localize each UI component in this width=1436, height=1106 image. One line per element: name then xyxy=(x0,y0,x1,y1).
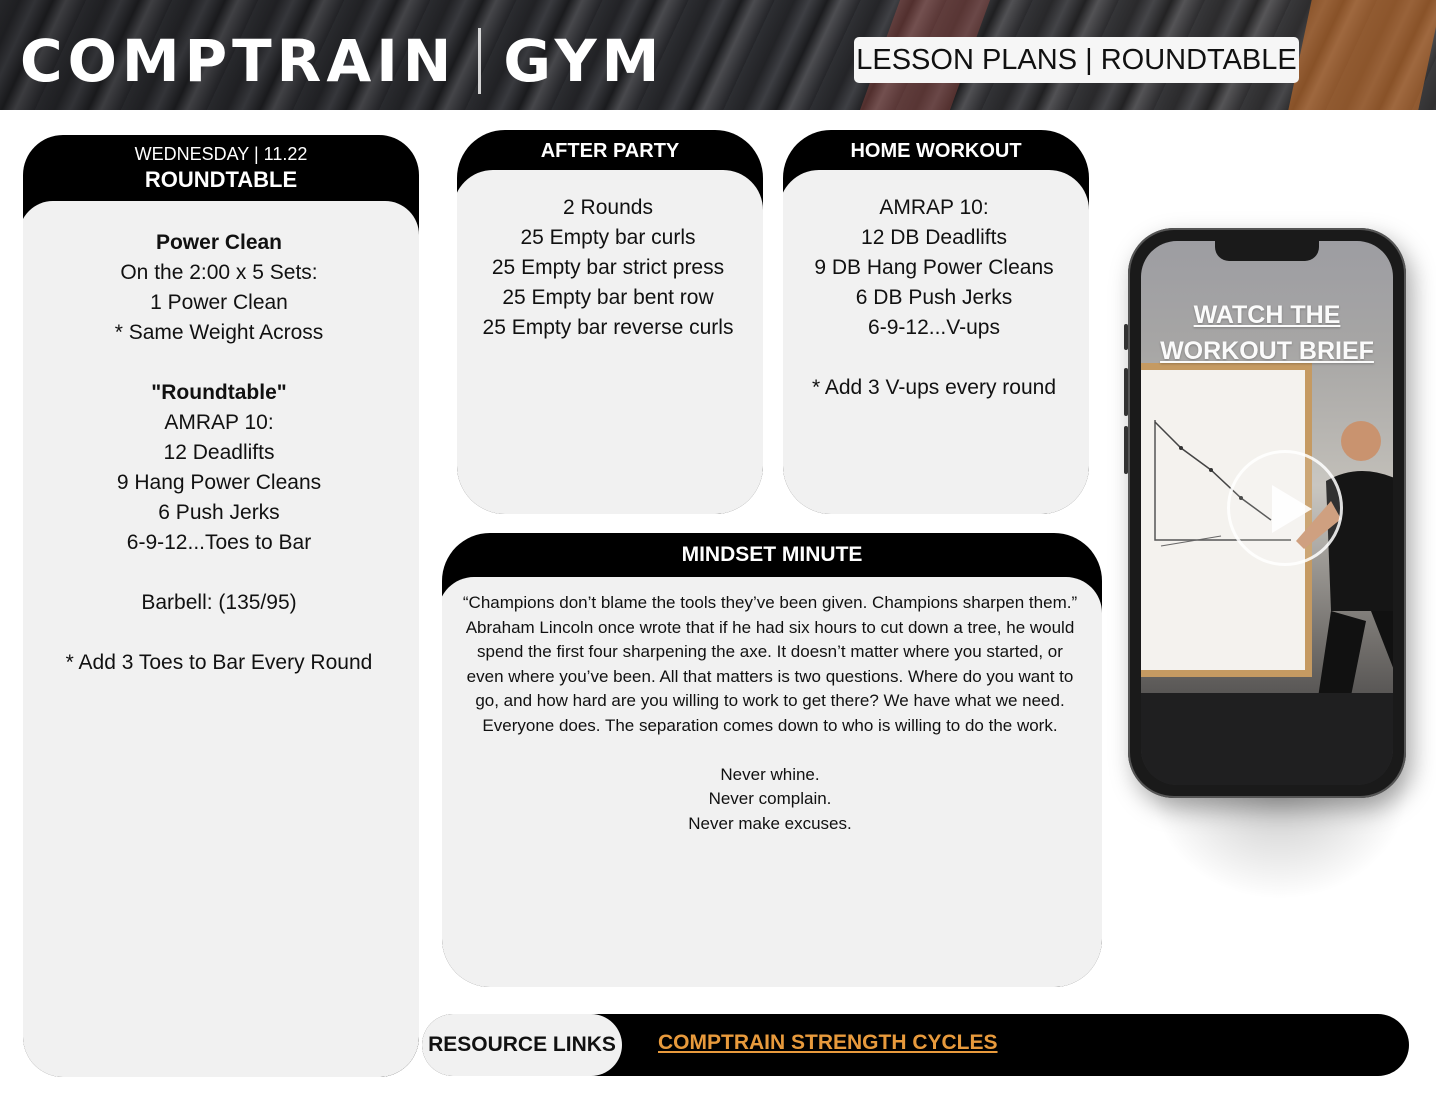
home-workout-card xyxy=(783,130,1089,514)
brand-logo xyxy=(20,26,664,96)
workout-line: 6 Push Jerks xyxy=(158,501,280,524)
home-workout-body xyxy=(783,170,1089,514)
mindset-paragraph: Abraham Lincoln once wrote that if he had six hours to cut down a tree, he would spend the first four sharpening the axe. It doesn’t matter where you started, or even where you’ve been. All that matters is two questions. Where do you want to go, and how hard are you willing to work to get there? We have what we need. Everyone does. The separation comes down to who is willing to do the work. xyxy=(465,617,1080,735)
spacer xyxy=(23,618,419,648)
spacer xyxy=(462,738,1078,763)
workout-date: WEDNESDAY | 11.22 xyxy=(134,144,308,164)
gym-floor xyxy=(1141,693,1393,785)
mindset-closing-line: Never make excuses. xyxy=(688,813,852,833)
home-workout-line: AMRAP 10: xyxy=(879,196,989,219)
spacer xyxy=(23,348,419,378)
home-workout-line: 6 DB Push Jerks xyxy=(855,286,1013,309)
mindset-title: MINDSET MINUTE xyxy=(681,543,863,566)
workout-line: Power Clean xyxy=(155,231,283,254)
banner-photo-accent xyxy=(1288,0,1436,110)
workout-line: 12 Deadlifts xyxy=(163,441,275,464)
after-party-body xyxy=(457,170,763,514)
mindset-card xyxy=(442,533,1102,987)
phone-side-button xyxy=(1124,426,1128,474)
after-party-line: 2 Rounds xyxy=(563,196,653,219)
home-workout-line: 9 DB Hang Power Cleans xyxy=(814,256,1054,279)
watch-line: WORKOUT BRIEF xyxy=(1160,337,1374,365)
after-party-title: AFTER PARTY xyxy=(540,140,680,162)
phone-side-button xyxy=(1124,368,1128,416)
phone-side-button xyxy=(1124,324,1128,350)
mindset-closing-line: Never whine. xyxy=(720,764,820,784)
mindset-closing-line: Never complain. xyxy=(708,789,832,808)
header-banner xyxy=(0,0,1436,110)
workout-line: * Same Weight Across xyxy=(114,321,324,344)
phone-video-mockup[interactable] xyxy=(1128,228,1406,798)
spacer xyxy=(783,343,1089,373)
strength-cycles-link[interactable]: COMPTRAIN STRENGTH CYCLES xyxy=(658,1031,998,1054)
after-party-card xyxy=(457,130,763,514)
home-workout-line: 6-9-12...V-ups xyxy=(868,316,1000,339)
resource-links-bar xyxy=(422,1014,1409,1076)
brand-name: COMPTRAIN xyxy=(20,27,457,95)
workout-card-body xyxy=(23,201,419,1077)
watch-workout-brief-link[interactable] xyxy=(1141,297,1393,369)
play-button[interactable] xyxy=(1227,450,1343,566)
home-workout-line: 12 DB Deadlifts xyxy=(861,226,1007,249)
workout-card xyxy=(23,135,419,1077)
workout-line: 9 Hang Power Cleans xyxy=(116,471,322,494)
home-workout-title: HOME WORKOUT xyxy=(850,140,1022,162)
spacer xyxy=(23,558,419,588)
brand-suffix: GYM xyxy=(503,27,665,95)
after-party-line: 25 Empty bar curls xyxy=(520,226,696,249)
after-party-line: 25 Empty bar reverse curls xyxy=(482,316,734,339)
after-party-line: 25 Empty bar strict press xyxy=(491,256,725,279)
workout-line: 6-9-12...Toes to Bar xyxy=(126,531,312,554)
workout-line: 1 Power Clean xyxy=(150,291,288,314)
brand-divider xyxy=(478,28,481,94)
workout-line: AMRAP 10: xyxy=(164,411,274,434)
workout-title: ROUNDTABLE xyxy=(144,167,298,192)
workout-line: * Add 3 Toes to Bar Every Round xyxy=(65,651,373,674)
after-party-line: 25 Empty bar bent row xyxy=(502,286,714,309)
lesson-plan-badge: LESSON PLANS | ROUNDTABLE xyxy=(854,37,1299,83)
home-workout-line: * Add 3 V-ups every round xyxy=(812,376,1056,399)
workout-card-header xyxy=(23,135,419,195)
mindset-quote: “Champions don’t blame the tools they’ve been given. Champions sharpen them.” xyxy=(462,593,1078,612)
workout-line: Barbell: (135/95) xyxy=(141,591,297,614)
mindset-body xyxy=(442,577,1102,987)
resource-links-label: RESOURCE LINKS xyxy=(422,1014,622,1076)
play-icon xyxy=(1272,485,1312,533)
workout-line: "Roundtable" xyxy=(151,381,287,404)
workout-line: On the 2:00 x 5 Sets: xyxy=(120,261,318,284)
phone-notch xyxy=(1215,241,1319,261)
watch-line: WATCH THE xyxy=(1193,301,1341,329)
video-thumbnail[interactable] xyxy=(1141,241,1393,785)
